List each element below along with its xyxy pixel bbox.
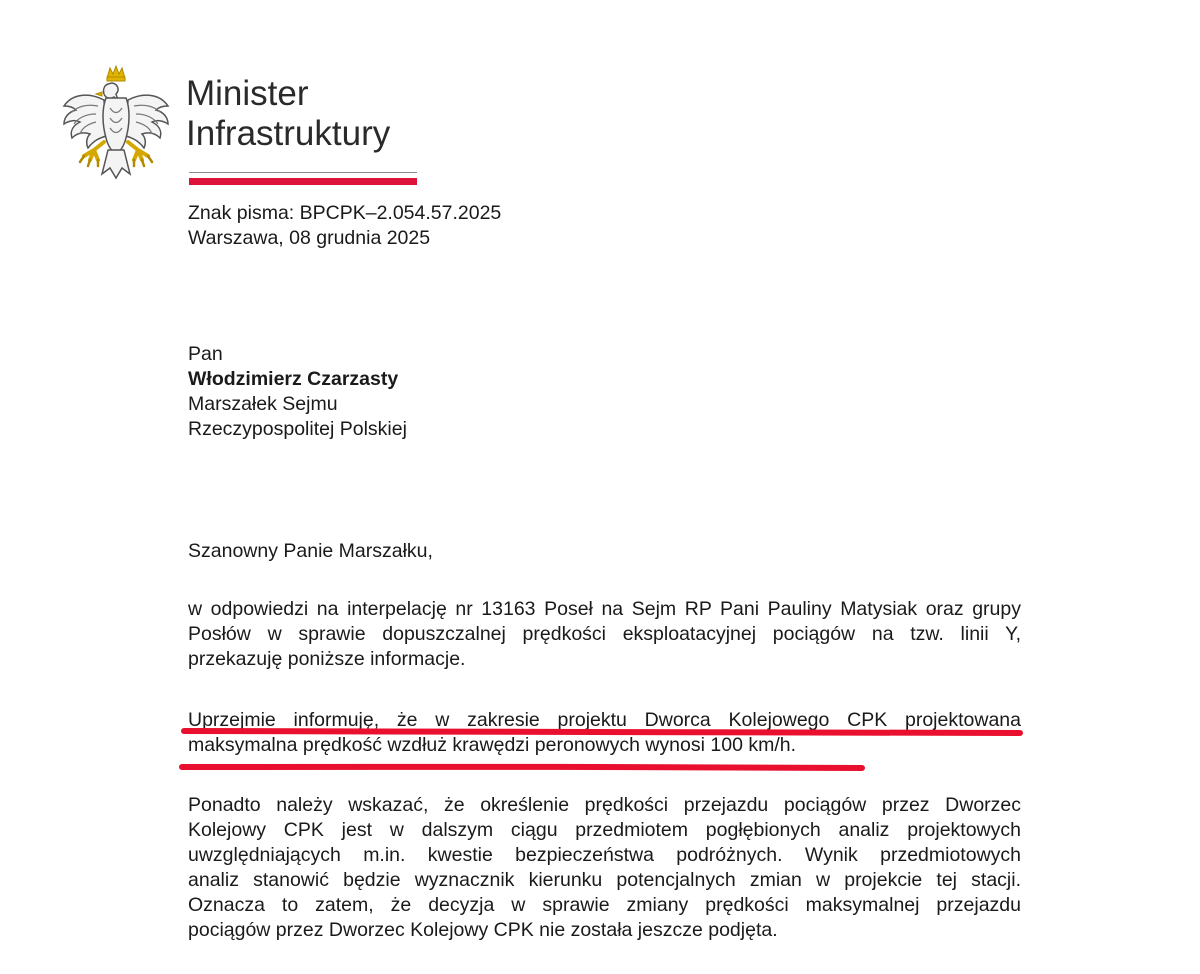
ministry-title-line2: Infrastruktury xyxy=(186,114,391,153)
paragraph-line: Uprzejmie informuję, że w zakresie projektu Dworca Kolejowego CPK projektowana xyxy=(188,709,1021,731)
highlight-stroke-line2 xyxy=(182,767,862,768)
paragraph-line: uwzględniających m.in. kwestie bezpieczeństwa podróżnych. Wynik przedmiotowych xyxy=(188,844,1021,866)
paragraph-3 xyxy=(188,793,1021,943)
addressee-name: Włodzimierz Czarzasty xyxy=(188,368,399,390)
paragraph-line: Oznacza to zatem, że decyzja w sprawie zmiany prędkości maksymalnej przejazdu xyxy=(188,894,1021,916)
paragraph-line: przekazuję poniższe informacje. xyxy=(188,648,466,670)
reference-number: Znak pisma: BPCPK–2.054.57.2025 xyxy=(188,202,502,224)
addressee-line4: Rzeczypospolitej Polskiej xyxy=(188,418,407,440)
paragraph-2-highlighted xyxy=(188,708,1021,758)
letterhead-red-rule xyxy=(189,178,417,185)
letterhead-grey-rule xyxy=(189,172,417,173)
place-date: Warszawa, 08 grudnia 2025 xyxy=(188,227,431,249)
ministry-title xyxy=(186,74,390,154)
paragraph-line: w odpowiedzi na interpelację nr 13163 Poseł na Sejm RP Pani Pauliny Matysiak oraz grupy xyxy=(188,598,1021,620)
paragraph-line: maksymalna prędkość wzdłuż krawędzi peronowych wynosi 100 km/h. xyxy=(188,734,797,756)
paragraph-line: pociągów przez Dworzec Kolejowy CPK nie została jeszcze podjęta. xyxy=(188,919,778,941)
paragraph-line: Kolejowy CPK jest w dalszym ciągu przedmiotem pogłębionych analiz projektowych xyxy=(188,819,1021,841)
salutation: Szanowny Panie Marszałku, xyxy=(188,540,433,562)
addressee-block xyxy=(188,342,407,442)
paragraph-1 xyxy=(188,597,1021,672)
paragraph-line: analiz stanowić będzie wyznacznik kierunku potencjalnych zmian w projekcie tej stacji. xyxy=(188,869,1021,891)
polish-white-eagle-emblem-icon xyxy=(58,64,174,186)
addressee-line1: Pan xyxy=(188,343,223,365)
letter-meta xyxy=(188,201,501,251)
ministry-title-line1: Minister xyxy=(186,74,309,113)
paragraph-line: Posłów w sprawie dopuszczalnej prędkości eksploatacyjnej pociągów na tzw. linii Y, xyxy=(188,623,1021,645)
addressee-line3: Marszałek Sejmu xyxy=(188,393,338,415)
paragraph-line: Ponadto należy wskazać, że określenie prędkości przejazdu pociągów przez Dworzec xyxy=(188,794,1021,816)
